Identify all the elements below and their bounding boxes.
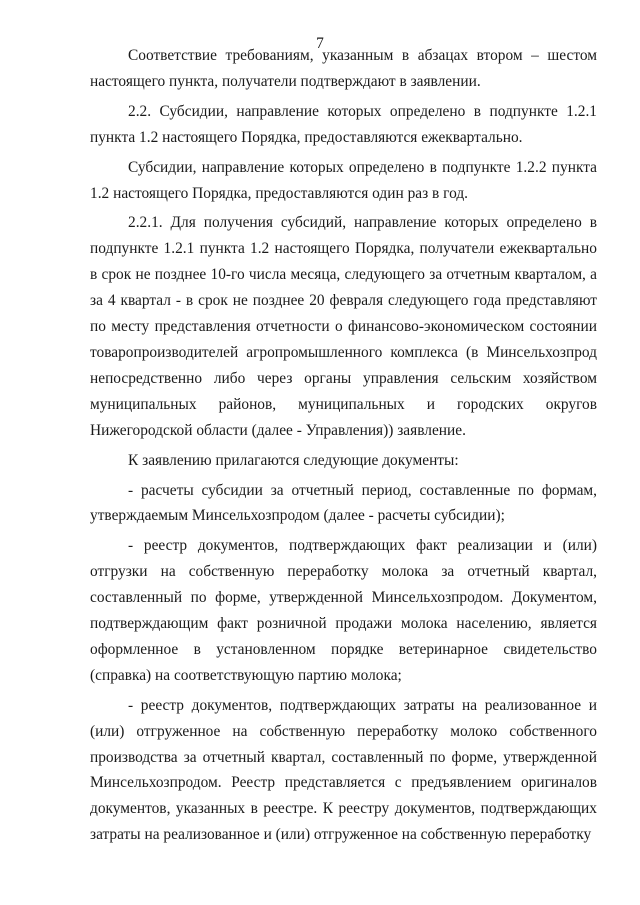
paragraph-subsidies-annual: Субсидии, направление которых определено в подпункте 1.2.2 пункта 1.2 настоящего Порядка, предоставляются один раз в год.: [90, 158, 597, 202]
list-item-sales-registry: - реестр документов, подтверждающих факт реализации и (или) отгрузки на собственную переработку молока за отчетный квартал, составленный по форме, утвержденной Минсельхозпродом. Документом, подтверждающим факт розничной продажи молока населению, является оформленное в установленном порядке ветеринарное свидетельство (справка) на соответствующую партию молока;: [90, 537, 597, 684]
paragraph-attached-documents: К заявлению прилагаются следующие документы:: [128, 451, 459, 469]
document-body: [90, 43, 597, 848]
list-item-subsidy-calculations: - расчеты субсидии за отчетный период, составленные по формам, утверждаемым Минсельхозпродом (далее - расчеты субсидии);: [90, 481, 597, 525]
paragraph-requirements-confirmation: Соответствие требованиям, указанным в абзацах втором – шестом настоящего пункта, получатели подтверждают в заявлении.: [90, 47, 597, 90]
page-number: 7: [316, 35, 324, 52]
list-item-costs-registry: - реестр документов, подтверждающих затраты на реализованное и (или) отгруженное на собственную переработку молоко собственного производства за отчетный квартал, составленный по форме, утвержденной Минсельхозпродом. Реестр представляется с предъявлением оригиналов документов, указанных в реестре. К реестру документов, подтверждающих затраты на реализованное и (или) отгруженное на собственную переработку: [90, 696, 597, 844]
paragraph-2-2-1: 2.2.1. Для получения субсидий, направление которых определено в подпункте 1.2.1 пункта 1.2 настоящего Порядка, получатели ежеквартально в срок не позднее 10-го числа месяца, следующего за отчетным кварталом, а за 4 квартал - в срок не позднее 20 февраля следующего года представляют по месту представления отчетности о финансово-экономическом состоянии товаропроизводителей агропромышленного комплекса (в Минсельхозпрод непосредственно либо через органы управления сельским хозяйством муниципальных районов, муниципальных и городских округов Нижегородской области (далее - Управления)) заявление.: [90, 214, 597, 439]
paragraph-2-2: 2.2. Субсидии, направление которых определено в подпункте 1.2.1 пункта 1.2 настоящего Порядка, предоставляются ежеквартально.: [90, 102, 597, 146]
